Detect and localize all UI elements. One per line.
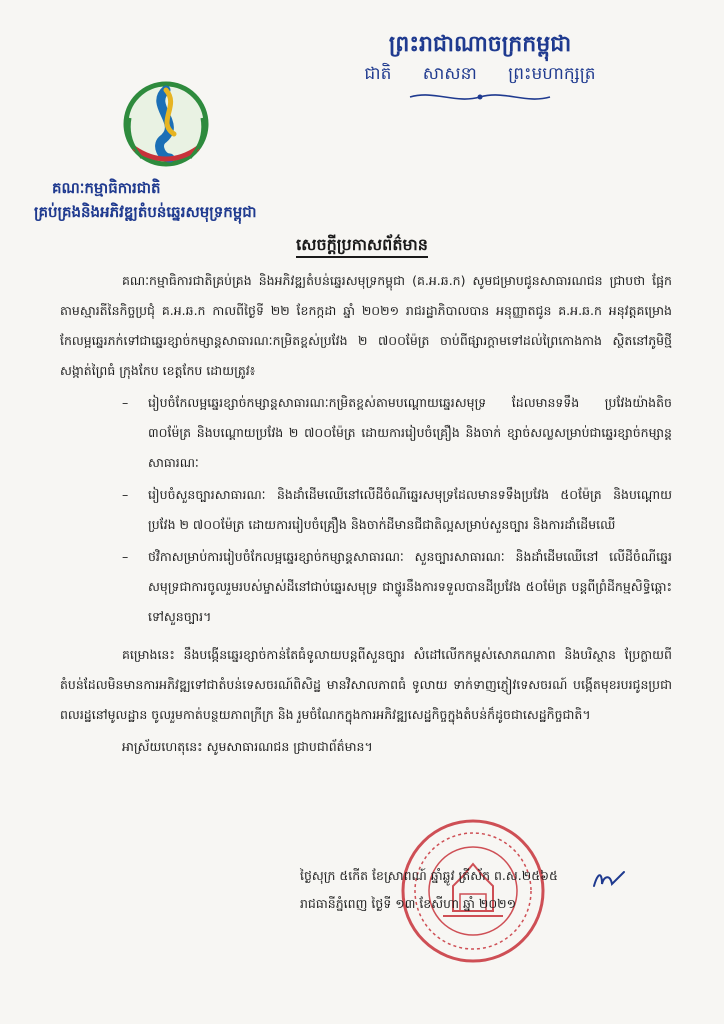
bullet-item	[60, 480, 672, 540]
bullet-text: ថវិកាសម្រាប់ការរៀបចំកែលម្អឆ្នេរខ្សាច់កម្សាន្តសាធារណៈ សួនច្បារសាធារណៈ និងដាំដើមឈើនៅ លើដីចំណីឆ្នេរសមុទ្រជាការចូលរួមរបស់ម្ចាស់ដីនៅជាប់ឆ្នេរសមុទ្រ ជាថ្នូរនឹងការទទួលបានដីប្រវែង ៥០ម៉ែត្រ បន្តពីព្រំដីកម្មសិទ្ធិឆ្ពោះទៅសួនច្បារ។	[148, 549, 672, 624]
bullet-text: រៀបចំកែលម្អឆ្នេរខ្សាច់កម្សាន្តសាធារណៈកម្រិតខ្ពស់តាមបណ្តោយឆ្នេរសមុទ្រ ដែលមានទទឹង ប្រវែងយ៉ាងតិច ៣០ម៉ែត្រ និងបណ្តោយប្រវែង ២ ៧០០ម៉ែត្រ ដោយការរៀបចំគ្រឿង និងចាក់ ខ្សាច់សល្លសម្រាប់ជាឆ្នេរខ្សាច់កម្សាន្តសាធារណៈ	[148, 395, 672, 470]
organization-name	[34, 176, 257, 224]
organization-line-2: គ្រប់គ្រងនិងអភិវឌ្ឍតំបន់ឆ្នេរសមុទ្រកម្ពុជា	[34, 203, 257, 221]
solar-date: រាជធានីភ្នំពេញ ថ្ងៃទី ១៣ ខែសីហា ឆ្នាំ ២០២១	[300, 896, 517, 911]
national-motto: ជាតិ សាសនា ព្រះមហាក្សត្រ	[364, 64, 596, 84]
document-body	[60, 266, 672, 764]
bullet-item	[60, 388, 672, 478]
project-bullets	[60, 388, 672, 632]
signature-icon	[590, 866, 630, 892]
committee-emblem-icon	[116, 78, 216, 176]
bullet-text: រៀបចំសួនច្បារសាធារណៈ និងដាំដើមឈើនៅលើដីចំណីឆ្នេរសមុទ្រដែលមានទទឹងប្រវែង ៥០ម៉ែត្រ និងបណ្តោយប្រវែង ២ ៧០០ម៉ែត្រ ដោយការរៀបចំគ្រឿង និងចាក់ដីមានជីជាតិល្អសម្រាប់សួនច្បារ និងការដាំដើមឈើ	[148, 487, 672, 532]
bullet-dash: –	[122, 549, 129, 564]
document-title-text: សេចក្តីប្រកាសព័ត៌មាន	[296, 235, 428, 258]
kingdom-header	[260, 30, 700, 104]
kingdom-title: ព្រះរាជាណាចក្រកម្ពុជា	[388, 32, 572, 57]
bullet-dash: –	[122, 395, 129, 410]
purpose-paragraph: គម្រោងនេះ នឹងបង្កើនឆ្នេរខ្សាច់កាន់តែធំទូលាយបន្តពីសួនច្បារ សំដៅលើកកម្ពស់សោភណភាព និងបរិស្ថាន ប្រែក្លាយពីតំបន់ដែលមិនមានការអភិវឌ្ឍទៅជាតំបន់ទេសចរណ៍ពិសិដ្ឋ មានវិសាលភាពធំ ទូលាយ ទាក់ទាញភ្ញៀវទេសចរណ៍ បង្កើតមុខរបរជូនប្រជាពលរដ្ឋនៅមូលដ្ឋាន ចូលរួមកាត់បន្ថយភាពក្រីក្រ និង រួមចំណែកក្នុងការអភិវឌ្ឍសេដ្ឋកិច្ចក្នុងតំបន់ក៏ដូចជាសេដ្ឋកិច្ចជាតិ។	[60, 647, 672, 722]
bullet-dash: –	[122, 487, 129, 502]
organization-line-1: គណៈកម្មាធិការជាតិ	[52, 179, 161, 197]
closing-paragraph: អាស្រ័យហេតុនេះ សូមសាធារណជន ជ្រាបជាព័ត៌មាន។	[122, 739, 373, 754]
lunar-date: ថ្ងៃសុក្រ ៥កើត ខែស្រាពណ៍ ឆ្នាំឆ្លូវ ត្រីស័ក ព.ស.២៥៦៥	[300, 868, 558, 883]
intro-paragraph: គណៈកម្មាធិការជាតិគ្រប់គ្រង និងអភិវឌ្ឍតំបន់ឆ្នេរសមុទ្រកម្ពុជា (គ.អ.ឆ.ក) សូមជម្រាបជូនសាធារណជន ជ្រាបថា ផ្អែកតាមស្មារតីនៃកិច្ចប្រជុំ គ.អ.ឆ.ក កាលពីថ្ងៃទី ២២ ខែកក្កដា ឆ្នាំ ២០២១ រាជរដ្ឋាភិបាលបាន អនុញ្ញាតជូន គ.អ.ឆ.ក អនុវត្តគម្រោងកែលម្អឆ្នេរភក់ទៅជាឆ្នេរខ្សាច់កម្សាន្តសាធារណៈកម្រិតខ្ពស់ប្រវែង ២ ៧០០ម៉ែត្រ ចាប់ពីផ្សារក្តាមទៅដល់ព្រៃកោងកាង ស្ថិតនៅភូមិថ្មី សង្កាត់ព្រៃធំ ក្រុងកែប ខេត្តកែប ដោយត្រូវ៖	[60, 273, 672, 378]
bullet-item	[60, 542, 672, 632]
flourish-divider-icon	[405, 90, 555, 104]
document-title	[0, 234, 724, 258]
